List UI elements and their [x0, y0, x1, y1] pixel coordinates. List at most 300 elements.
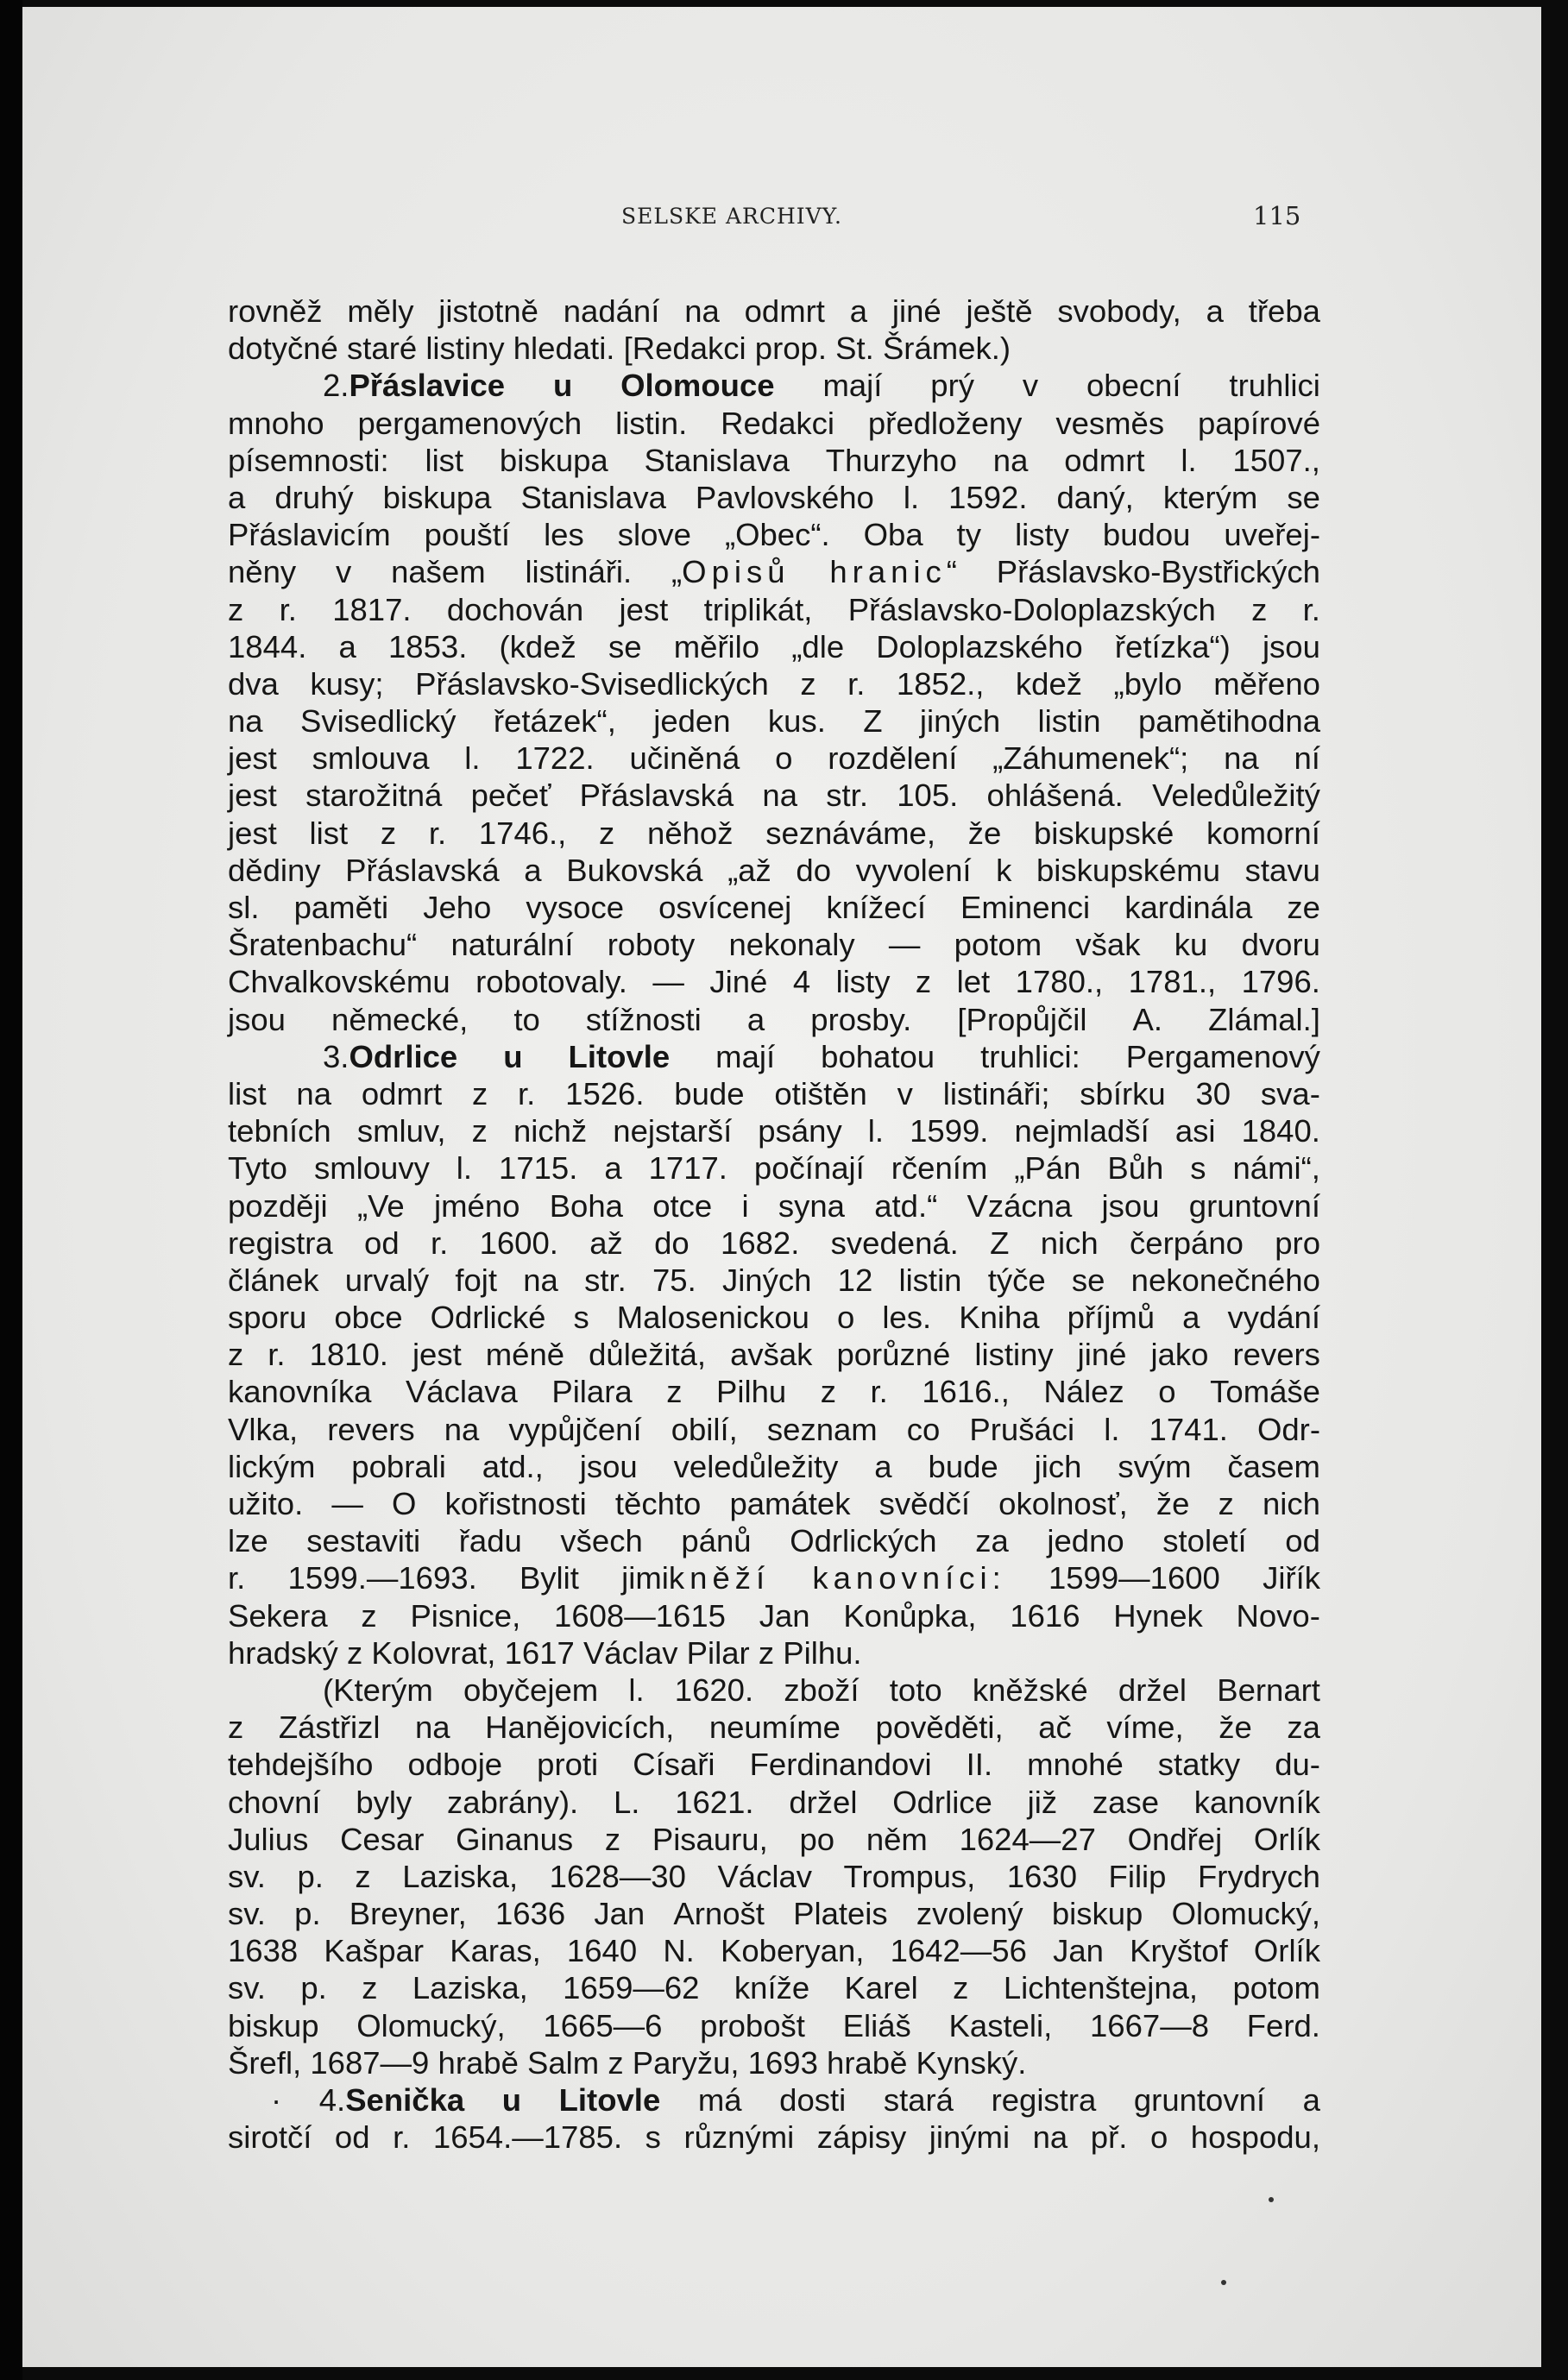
word: u — [552, 368, 573, 404]
word: 1682. — [721, 1225, 800, 1261]
word: 1642—56 — [890, 1933, 1027, 1969]
word: otce — [652, 1187, 713, 1224]
word: listináři; — [942, 1075, 1050, 1111]
word: vydání — [1227, 1300, 1320, 1336]
word: Přáslavicím — [228, 517, 391, 553]
word: Kasteli, — [948, 2007, 1053, 2043]
word: Olomouce — [620, 368, 775, 404]
word: jest — [412, 1337, 462, 1373]
word: stížnosti — [585, 1001, 702, 1037]
text-line — [228, 330, 1320, 367]
running-head: SELSKE ARCHIVY. — [621, 204, 842, 229]
word: [Propůjčil — [957, 1001, 1087, 1037]
word: pečeť — [470, 778, 551, 814]
word: Šratenbachu“ — [228, 927, 418, 963]
body-text — [228, 293, 1320, 2156]
word: ze — [1287, 890, 1320, 925]
text-line — [228, 2119, 1320, 2156]
word: knížecí — [826, 890, 926, 925]
word: l. — [628, 1672, 645, 1708]
word: a — [746, 1001, 765, 1037]
word: chovní — [228, 1784, 321, 1820]
text-line — [228, 665, 1320, 702]
word: hospodu, — [1190, 2119, 1320, 2156]
word: 4 — [792, 964, 811, 1000]
word: 1654.—1785. — [432, 2119, 623, 2156]
word: naturální — [450, 927, 574, 963]
word: z — [915, 964, 932, 1000]
word: Chvalkovskému — [228, 964, 450, 1000]
word: 1853. — [388, 628, 468, 664]
word: Kniha — [959, 1300, 1040, 1336]
word: Novo- — [1236, 1597, 1320, 1634]
word: r. — [428, 815, 447, 851]
word: [Redakci — [623, 331, 746, 367]
word: dotyčné — [228, 331, 338, 367]
word: r. — [847, 665, 866, 702]
word: a — [849, 293, 868, 329]
word: sirotčí — [228, 2119, 312, 2156]
word: nich — [1262, 1486, 1320, 1521]
word: již — [1027, 1784, 1058, 1820]
word: sporu — [228, 1300, 307, 1336]
word: Eminenci — [960, 890, 1091, 925]
word: 4.Senička — [318, 2082, 465, 2118]
word: předloženy — [867, 405, 1023, 441]
word: Tyto — [228, 1150, 287, 1187]
word: 1600. — [479, 1225, 558, 1261]
text-line — [228, 1522, 1320, 1559]
text-line — [228, 2007, 1320, 2044]
word: Pavlovského — [695, 479, 874, 515]
text-line — [228, 1225, 1320, 1262]
word: truhlici — [1229, 368, 1320, 404]
word: Václav — [717, 1858, 812, 1894]
text-line — [228, 1038, 1320, 1075]
word: Boha — [549, 1187, 623, 1224]
word: probošt — [700, 2007, 805, 2043]
word: Z — [863, 703, 883, 740]
word: ní — [1294, 740, 1320, 777]
word: zvolený — [916, 1896, 1023, 1932]
word: hledati. — [513, 331, 615, 367]
word: odmrt — [744, 293, 825, 329]
word: smluv, — [356, 1113, 446, 1149]
word: z — [666, 1374, 683, 1410]
word: se — [608, 628, 642, 664]
word: bude — [674, 1075, 745, 1111]
word: vyvolení — [855, 852, 972, 888]
word: na — [296, 1075, 332, 1111]
word: robotovaly. — [475, 964, 627, 1000]
word: jich — [1034, 1448, 1082, 1484]
word: 1717. — [648, 1150, 727, 1187]
word: Šrámek.) — [882, 331, 1011, 367]
word: 1616., — [922, 1374, 1010, 1410]
word: se — [1071, 1262, 1105, 1298]
word: Salm — [527, 2044, 600, 2081]
word: l. — [903, 479, 920, 515]
word: du- — [1275, 1747, 1320, 1783]
word: osvícenej — [658, 890, 792, 925]
word: čerpáno — [1130, 1225, 1244, 1261]
word: nejmladší — [1014, 1113, 1149, 1149]
word: jsou — [579, 1448, 638, 1484]
word: a — [874, 1448, 892, 1484]
word: daný, — [1056, 479, 1134, 515]
word: Přáslavská — [579, 778, 734, 814]
word: časem — [1227, 1448, 1320, 1484]
word: řetízka“) — [1114, 628, 1231, 664]
word: 1592. — [948, 479, 1028, 515]
word: l. — [867, 1113, 885, 1149]
text-line — [228, 367, 1320, 404]
word: potom — [1232, 1970, 1320, 2006]
word: o — [1149, 2119, 1168, 2156]
word: neumíme — [708, 1709, 841, 1746]
word: 75. — [652, 1262, 696, 1298]
word: kusy; — [310, 665, 384, 702]
word: Laziska, — [412, 1970, 528, 2006]
word: pověděti, — [875, 1709, 1004, 1746]
word: Vzácna — [967, 1187, 1073, 1224]
word: Přáslavsko-Svisedlických — [415, 665, 769, 702]
word: 1817. — [332, 591, 412, 627]
word: gruntovní — [1188, 1187, 1320, 1224]
word: z — [471, 1113, 488, 1149]
text-line — [228, 1149, 1320, 1187]
word: psány — [758, 1113, 842, 1149]
text-line — [228, 1821, 1320, 1858]
word: rozdělení — [828, 740, 958, 777]
word: od — [364, 1225, 400, 1261]
word: Pilara — [551, 1374, 633, 1410]
word: pergamenových — [357, 405, 582, 441]
word: · — [271, 2082, 282, 2118]
text-line — [228, 889, 1320, 926]
word: řadu — [458, 1523, 522, 1559]
word: starožitná — [305, 778, 443, 814]
text-line — [228, 479, 1320, 516]
word: jistotně — [438, 293, 538, 329]
word: všech — [560, 1523, 643, 1559]
word: Doloplazského — [876, 628, 1083, 664]
word: zboží — [784, 1672, 860, 1708]
text-line — [228, 1112, 1320, 1149]
ink-speck — [1221, 2280, 1226, 2285]
word: fojt — [455, 1262, 498, 1298]
word: jako — [1150, 1337, 1209, 1373]
word: z — [608, 2044, 624, 2081]
word: r. — [228, 1560, 246, 1596]
text-line — [228, 1373, 1320, 1410]
word: 1746., — [478, 815, 567, 851]
word: z — [953, 1970, 969, 2006]
word: „Obec“. — [724, 517, 830, 553]
word: 1507., — [1232, 442, 1320, 478]
word: do — [654, 1225, 690, 1261]
word: co — [906, 1411, 941, 1447]
word: nekonečného — [1130, 1262, 1320, 1298]
word: 12 — [837, 1262, 873, 1298]
word: les. — [882, 1300, 932, 1336]
word: syna — [778, 1187, 845, 1224]
word: pouští — [424, 517, 511, 553]
word: a — [1206, 293, 1224, 329]
word: Z — [990, 1225, 1010, 1261]
word: druhý — [274, 479, 354, 515]
word: r. — [870, 1374, 888, 1410]
word: užito. — [228, 1486, 304, 1521]
word: dosti — [779, 2082, 847, 2118]
word: Redakci — [721, 405, 834, 441]
word: kanovníci: — [812, 1560, 1006, 1596]
text-line — [228, 1187, 1320, 1225]
word: O — [391, 1486, 417, 1521]
word: držel — [789, 1784, 858, 1820]
word: rčením — [891, 1150, 988, 1187]
word: nadání — [563, 293, 660, 329]
word: na — [684, 293, 720, 329]
word: atd.“ — [874, 1187, 938, 1224]
word: v — [897, 1075, 913, 1111]
word: l. — [1104, 1411, 1120, 1447]
word: 1638 — [228, 1933, 299, 1969]
word: komorní — [1206, 815, 1320, 851]
word: r. — [1302, 591, 1320, 627]
word: a — [1182, 1300, 1200, 1336]
word: Pisnice, — [410, 1597, 521, 1634]
word: ku — [1174, 927, 1208, 963]
word: století — [1162, 1523, 1247, 1559]
word: až — [589, 1225, 623, 1261]
word: listiny — [974, 1337, 1054, 1373]
word: za — [975, 1523, 1009, 1559]
text-line — [228, 1075, 1320, 1112]
word: jimikněží — [621, 1560, 771, 1596]
word: na — [414, 1709, 450, 1746]
word: z — [758, 1634, 775, 1671]
word: později — [228, 1187, 328, 1224]
word: Pilar — [686, 1634, 750, 1671]
word: Odrlické — [430, 1300, 546, 1336]
word: řetázek“, — [493, 703, 616, 740]
word: pobrali — [351, 1448, 446, 1484]
word: l. — [1181, 442, 1197, 478]
word: Oba — [863, 517, 923, 553]
word: zabrány). — [447, 1784, 579, 1820]
word: Bernart — [1217, 1672, 1320, 1708]
word: r. — [393, 2119, 411, 2156]
word: 1741. — [1149, 1411, 1228, 1447]
word: pro — [1275, 1225, 1320, 1261]
text-line — [228, 963, 1320, 1000]
word: uveřej- — [1224, 517, 1320, 553]
word: listin. — [615, 405, 688, 441]
word: jiné — [1077, 1337, 1127, 1373]
word: 1636 — [494, 1896, 566, 1932]
word: biskupa — [499, 442, 608, 478]
word: Hynek — [1113, 1597, 1203, 1634]
word: dvoru — [1241, 927, 1320, 963]
word: s — [573, 1300, 589, 1336]
word: měřeno — [1213, 665, 1320, 702]
word: svedená. — [830, 1225, 959, 1261]
word: pánů — [681, 1523, 752, 1559]
word: držel — [1118, 1672, 1187, 1708]
word: Olomucký, — [356, 2007, 506, 2043]
word: jiné — [891, 293, 941, 329]
word: na — [444, 1411, 480, 1447]
word: 1599. — [910, 1113, 989, 1149]
word: Laziska, — [402, 1858, 519, 1894]
word: listiny — [425, 331, 505, 367]
word: důležitá, — [589, 1337, 707, 1373]
word: počínají — [753, 1150, 865, 1187]
word: ty — [956, 517, 982, 553]
word: svým — [1118, 1448, 1192, 1484]
word: jméno — [434, 1187, 520, 1224]
word: u — [503, 1038, 523, 1074]
word: l. — [464, 740, 481, 777]
word: l. — [456, 1150, 473, 1187]
word: Lichtenštejna, — [1003, 1970, 1199, 2006]
word: „Opisů — [671, 554, 790, 590]
word: 105. — [897, 778, 959, 814]
word: asi — [1174, 1113, 1216, 1149]
word: jsou — [1101, 1187, 1160, 1224]
text-line — [228, 442, 1320, 479]
word: Frydrych — [1198, 1858, 1320, 1894]
word: z — [228, 591, 244, 627]
word: jinými — [929, 2119, 1011, 2156]
word: i — [741, 1187, 749, 1224]
word: ohlášená. — [986, 778, 1124, 814]
word: — — [331, 1486, 363, 1521]
word: Šrefl, — [228, 2044, 302, 2081]
word: dva — [228, 665, 279, 702]
word: Orlík — [1253, 1821, 1320, 1857]
word: Arnošt — [673, 1896, 765, 1932]
word: r. — [430, 1225, 449, 1261]
word: stará — [883, 2082, 954, 2118]
word: Cesar — [340, 1821, 425, 1857]
word: a — [604, 1150, 622, 1187]
word: slove — [617, 517, 691, 553]
text-line — [228, 1559, 1320, 1596]
word: něm — [866, 1821, 928, 1857]
word: p. — [297, 1858, 324, 1894]
word: jest — [228, 778, 277, 814]
word: sv. — [228, 1896, 266, 1932]
word: listin — [898, 1262, 962, 1298]
word: 30 — [1195, 1075, 1231, 1111]
word: kardinála — [1124, 890, 1253, 925]
word: z — [228, 1709, 244, 1746]
word: obilí, — [671, 1411, 738, 1447]
word: atd., — [482, 1448, 544, 1484]
word: a — [524, 852, 542, 888]
scan-border — [0, 0, 22, 2380]
word: L. — [613, 1784, 640, 1820]
word: o — [775, 740, 793, 777]
word: bohatou — [821, 1038, 935, 1074]
word: Jiných — [721, 1262, 812, 1298]
word: Bylit — [519, 1560, 579, 1596]
word: mnoho — [228, 405, 324, 441]
word: budou — [1102, 517, 1191, 553]
word: 1640 — [566, 1933, 638, 1969]
word: 1810. — [309, 1337, 388, 1373]
word: 1781., — [1128, 964, 1217, 1000]
word: Kynský. — [916, 2044, 1027, 2081]
word: veledůležity — [673, 1448, 839, 1484]
word: Kašpar — [324, 1933, 425, 1969]
word: zápisy — [816, 2119, 907, 2156]
word: článek — [228, 1262, 319, 1298]
word: 1526. — [565, 1075, 645, 1111]
word: mají — [822, 368, 883, 404]
word: památek — [729, 1486, 851, 1521]
word: Karel — [844, 1970, 918, 2006]
word: na — [228, 703, 263, 740]
word: r. — [279, 591, 297, 627]
word: vesměs — [1055, 405, 1165, 441]
text-line — [228, 1858, 1320, 1895]
word: biskupské — [1033, 815, 1174, 851]
word: papírové — [1197, 405, 1320, 441]
text-line — [228, 1969, 1320, 2006]
word: prop. — [754, 331, 827, 367]
word: r. — [518, 1075, 536, 1111]
word: 1796. — [1241, 964, 1320, 1000]
word: zase — [1092, 1784, 1159, 1820]
word: Veledůležitý — [1152, 778, 1320, 814]
word: svobody, — [1057, 293, 1181, 329]
word: a — [338, 628, 356, 664]
word: p. — [300, 1970, 327, 2006]
word: „až — [727, 852, 771, 888]
word: rovněž — [228, 293, 323, 329]
word: avšak — [730, 1337, 813, 1373]
word: lze — [228, 1523, 268, 1559]
word: Jiřík — [1263, 1560, 1320, 1596]
word: jest — [619, 591, 669, 627]
word: biskupa — [382, 479, 492, 515]
word: lickým — [228, 1448, 316, 1484]
text-line — [228, 777, 1320, 814]
word: les — [544, 517, 584, 553]
text-line — [228, 1001, 1320, 1038]
word: k — [996, 852, 1012, 888]
word: statky — [1157, 1747, 1241, 1783]
word: listin — [1037, 703, 1101, 740]
word: 1693 — [747, 2044, 818, 2081]
text-line — [228, 405, 1320, 442]
word: jeden — [653, 703, 731, 740]
word: Bukovská — [566, 852, 703, 888]
word: byly — [356, 1784, 412, 1820]
word: sbírku — [1080, 1075, 1166, 1111]
word: z — [228, 1337, 244, 1373]
word: Nález — [1043, 1374, 1124, 1410]
word: 1844. — [228, 628, 307, 664]
word: — — [888, 927, 921, 963]
word: Olomucký, — [1171, 1896, 1320, 1932]
word: odmrt — [1064, 442, 1145, 478]
word: že — [1219, 1709, 1252, 1746]
word: Jan — [759, 1597, 810, 1634]
